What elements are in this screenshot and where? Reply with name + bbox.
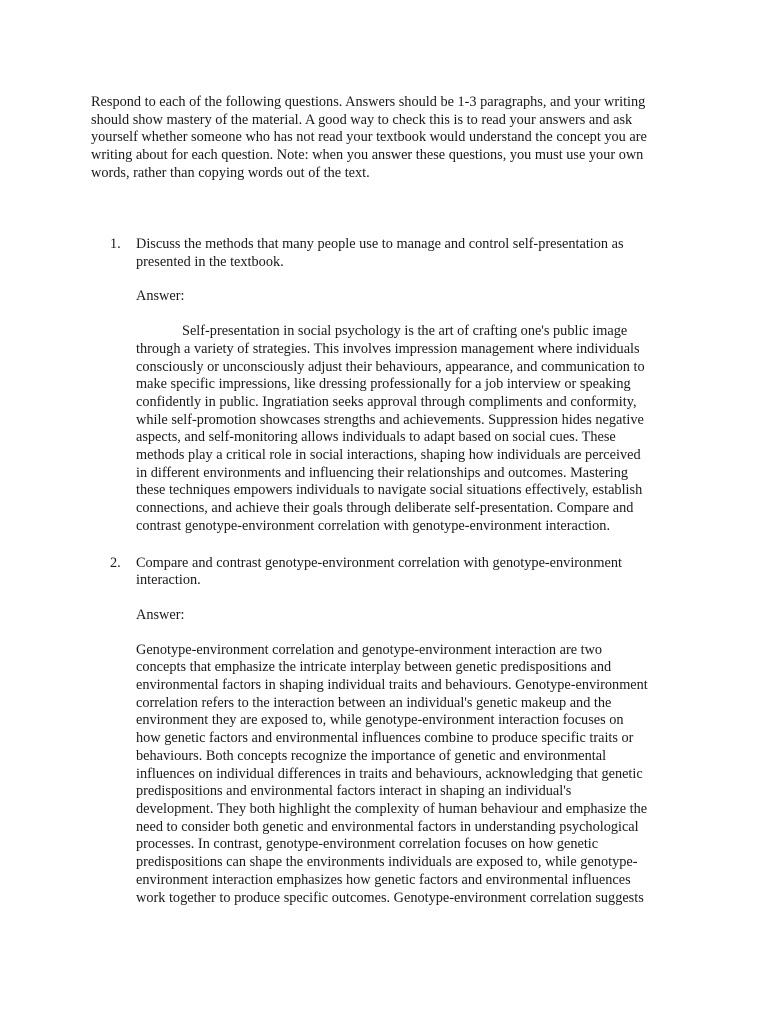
- question-text: Compare and contrast genotype-environment correlation with genotype-environment interaction.: [136, 554, 622, 589]
- answer-label: Answer:: [136, 606, 185, 623]
- question-list: [110, 236, 670, 907]
- question-item: [110, 555, 670, 908]
- question-text: Discuss the methods that many people use to manage and control self-presentation as presented in the textbook.: [136, 236, 624, 270]
- question-number: 2.: [110, 554, 121, 571]
- instructions-paragraph: Respond to each of the following questions. Answers should be 1-3 paragraphs, and your writing should show mastery of the material. A good way to check this is to read your answers and ask yourself whether someone who has not read your textbook would understand the concept you are writing about for each question. Note: when you answer these questions, you must use your own words, rather than copying words out of the text.: [91, 94, 647, 181]
- question-number: 1.: [110, 236, 121, 252]
- question-item: [110, 236, 670, 536]
- answer-paragraph: Self-presentation in social psychology is the art of crafting one's public image through a variety of strategies. This involves impression management where individuals consciously or unconsciously adjust their behaviours, appearance, and communication to make specific impressions, like dressing professionally for a job interview or speaking confidently in public. Ingratiation seeks approval through compliments and conformity, while self-promotion showcases strengths and achievements. Suppression hides negative aspects, and self-monitoring allows individuals to adapt based on social cues. These methods play a critical role in social interactions, shaping how individuals are perceived in different environments and influencing their relationships and outcomes. Mastering these techniques empowers individuals to navigate social situations effectively, establish connections, and achieve their goals through deliberate self-presentation. Compare and contrast genotype-environment correlation with genotype-environment interaction.: [136, 323, 645, 534]
- answer-paragraph: Genotype-environment correlation and genotype-environment interaction are two concepts that emphasize the intricate interplay between genetic predispositions and environmental factors in shaping individual traits and behaviours. Genotype-environment correlation refers to the interaction between an individual's genetic makeup and the environment they are exposed to, while genotype-environment interaction focuses on how genetic factors and environmental influences combine to produce specific traits or behaviours. Both concepts recognize the importance of genetic and environmental influences on individual differences in traits and behaviours, acknowledging that genetic predispositions and environmental factors interact in shaping an individual's development. They both highlight the complexity of human behaviour and emphasize the need to consider both genetic and environmental factors in understanding psychological processes. In contrast, genotype-environment correlation focuses on how genetic predispositions can shape the environments individuals are exposed to, while genotype-environment interaction emphasizes how genetic factors and environmental influences work together to produce specific outcomes. Genotype-environment correlation suggests: [136, 641, 648, 906]
- answer-label: Answer:: [136, 288, 185, 305]
